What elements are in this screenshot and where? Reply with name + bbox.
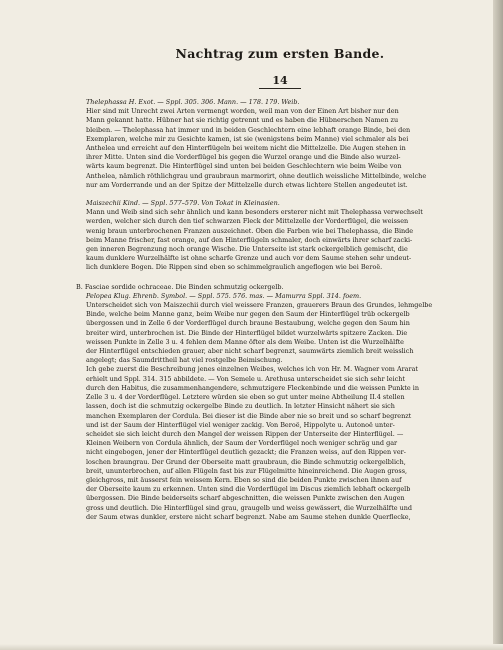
page-edge-shadow xyxy=(493,0,503,650)
text-line: gleichgross, mit äusserst fein weissem Kern. Eben so sind die beiden Punkte zwischen ihnen auf xyxy=(86,475,402,484)
text-line: Binde, welche beim Manne ganz, beim Weibe nur gegen den Saum der Hinterflügel trüb ockergelb xyxy=(86,310,410,319)
text-line: Anthelea, nämlich röthlichgrau und graubraun marmorirt, ohne deutlich weissliche Mittelbinde, welche xyxy=(86,171,427,180)
text-line: Exemplaren, welche mir zu Gesichte kamen, ist sie (wenigstens beim Manne) viel schmaler als bei xyxy=(86,134,409,143)
text-line: manchen Exemplaren der Cordula. Bei dieser ist die Binde aber nie so breit und so scharf begrenzt xyxy=(86,411,412,420)
text-line: erhielt und Sppl. 314. 315 abbildete. — Von Semele u. Arethusa unterscheidet sie sich sehr leicht xyxy=(86,374,405,383)
page-content xyxy=(76,40,474,522)
text-line: bleiben. — Thelephassa hat immer und in beiden Geschlechtern eine lebhaft orange Binde, bei den xyxy=(86,125,411,134)
text-line: Mann und Weib sind sich sehr ähnlich und kann besonders ersterer nicht mit Thelephassa verwechselt xyxy=(86,208,423,217)
page-number-underline xyxy=(259,88,301,89)
text-line: Zelle 3 u. 4 der Vorderflügel. Letztere würden sie eben so gut unter meine Abtheilung II.4 stellen xyxy=(86,393,405,402)
page-number: 14 xyxy=(272,74,288,87)
text-line: breit, ununterbrochen, auf allen Flügeln fast bis zur Flügelmitte hineinreichend. Die Augen gross, xyxy=(86,466,408,475)
text-line: lassen, doch ist die schmutzig ockergelbe Binde zu deutlich. In letzter Hinsicht nähert sie sich xyxy=(86,402,395,411)
text-line: Kleinen Weibern von Cordula ähnlich, der Saum der Vorderflügel noch weniger schräg und gar xyxy=(86,439,398,448)
text-line: Hier sind mit Unrecht zwei Arten vermengt worden, weil man von der Einen Art bisher nur den xyxy=(86,107,399,116)
text-line: Pelopea Klug. Ehrenb. Symbol. — Sppl. 575. 576. mas. — Mamurra Sppl. 314. foem. xyxy=(86,291,362,300)
text-line: der Hinterflügel entschieden grauer, aber nicht scharf begrenzt, saumwärts ziemlich breit weisslich xyxy=(86,347,414,356)
text-line: breiter wird, unterbrochen ist. Die Binde der Hinterflügel bildet wurzelwärts spitzere Zacken. Die xyxy=(86,328,408,337)
section-b xyxy=(76,283,474,522)
text-line: loschen braungrau. Der Grund der Oberseite matt graubraun, die Binde schmutzig ockergelblich, xyxy=(86,457,406,466)
text-line: wärts kaum begrenzt. Die Hinterflügel sind unten bei beiden Geschlechtern wie beim Weibe von xyxy=(86,162,402,171)
text-line: ihrer Mitte. Unten sind die Vorderflügel bis gegen die Wurzel orange und die Binde also wurzel- xyxy=(86,153,401,162)
entry-thelephassa xyxy=(86,98,474,190)
text-line: der Saum etwas dunkler, erstere nicht scharf begrenzt. Nabe am Saume stehen dunkle Querflecke, xyxy=(86,512,411,521)
text-line: und ist der Saum der Hinterflügel viel weniger zackig. Von Beroë, Hippolyte u. Autonoë unter- xyxy=(86,420,395,429)
text-line: Thelephassa H. Exot. — Sppl. 305. 306. Mann. — 178. 179. Weib. xyxy=(86,98,300,106)
text-line: kaum dunklere Wurzelhälfte ist ohne scharfe Grenze und auch vor dem Saume stehen sehr undeut- xyxy=(86,254,412,263)
text-line: werden, welcher sich durch den tief schwarzen Fleck der Mittelzelle der Vorderflügel, die weissen xyxy=(86,217,409,226)
text-line: der Oberseite kaum zu erkennen. Unten sind die Vorderflügel im Discus ziemlich lebhaft ockergelb xyxy=(86,485,411,494)
section-heading: B. Fasciae sordide ochraceae. Die Binden schmutzig ockergelb. xyxy=(76,282,284,291)
section-body xyxy=(86,292,474,522)
text-line: scheidet sie sich leicht durch den Mangel der weissen Rippen der Unterseite der Hinterflügel. — xyxy=(86,429,404,438)
text-line: übergossen. Die Binde beiderseits scharf abgeschnitten, die weissen Punkte zwischen den Augen xyxy=(86,494,405,503)
text-line: lich dunklere Bogen. Die Rippen sind eben so schimmelgraulich angeflogen wie bei Beroë. xyxy=(86,263,383,272)
text-line: Unterscheidet sich von Maiszechii durch viel weissere Franzen, grauerers Braun des Grundes, lehmgelbe xyxy=(86,301,433,310)
page-heading: Nachtrag zum ersten Bande. xyxy=(175,46,385,61)
text-line: Mann gekannt hatte. Hübner hat sie richtig getrennt und es haben die Hübnerschen Namen zu xyxy=(86,116,399,125)
text-line: nicht eingebogen, jener der Hinterflügel deutlich gezackt; die Franzen weiss, auf den Rippen ver- xyxy=(86,448,406,457)
text-line: gross und deutlich. Die Hinterflügel sind grau, graugelb und weiss gewässert, die Wurzelhälfte und xyxy=(86,503,413,512)
entry-maiszechii xyxy=(86,199,474,273)
text-line: wenig braun unterbrochenen Franzen auszeichnet. Oben die Farben wie bei Thelephassa, die Binde xyxy=(86,226,414,235)
text-line: weissen Punkte in Zelle 3 u. 4 fehlen dem Manne öfter als dem Weibe. Unten ist die Wurzelhälfte xyxy=(86,337,404,346)
text-line: Ich gebe zuerst die Beschreibung jenes einzelnen Weibes, welches ich von Hr. M. Wagner vom Ararat xyxy=(86,365,419,374)
text-line: übergossen und in Zelle 6 der Vorderflügel durch braune Bestaubung, welche gegen den Saum hin xyxy=(86,319,410,328)
text-line: Maiszechii Kind. — Sppl. 577–579. Von Tokat in Kleinasien. xyxy=(86,199,280,208)
text-line: nur am Vorderrande und an der Spitze der Mittelzelle durch etwas lichtere Stellen angedeutet ist. xyxy=(86,180,408,189)
text-line: gen inneren Begrenzung noch orange Wische. Die Unterseite ist stark ockergelblich gemischt, die xyxy=(86,245,408,254)
page-bottom-shadow xyxy=(0,644,503,650)
text-line: Anthelea und erreicht auf den Hinterflügeln bei weitem nicht die Mittelzelle. Die Augen stehen in xyxy=(86,144,406,153)
text-line: angelegt; das Saumdrittheil hat viel rostgelbe Beimischung. xyxy=(86,356,283,365)
text-line: beim Manne frischer, fast orange, auf den Hinterflügeln schmaler, doch einwärts ihrer scharf zacki- xyxy=(86,235,413,244)
text-line: durch den Habitus, die zusammenhangendere, schmutzigere Fleckenbinde und die weissen Punkte in xyxy=(86,383,419,392)
